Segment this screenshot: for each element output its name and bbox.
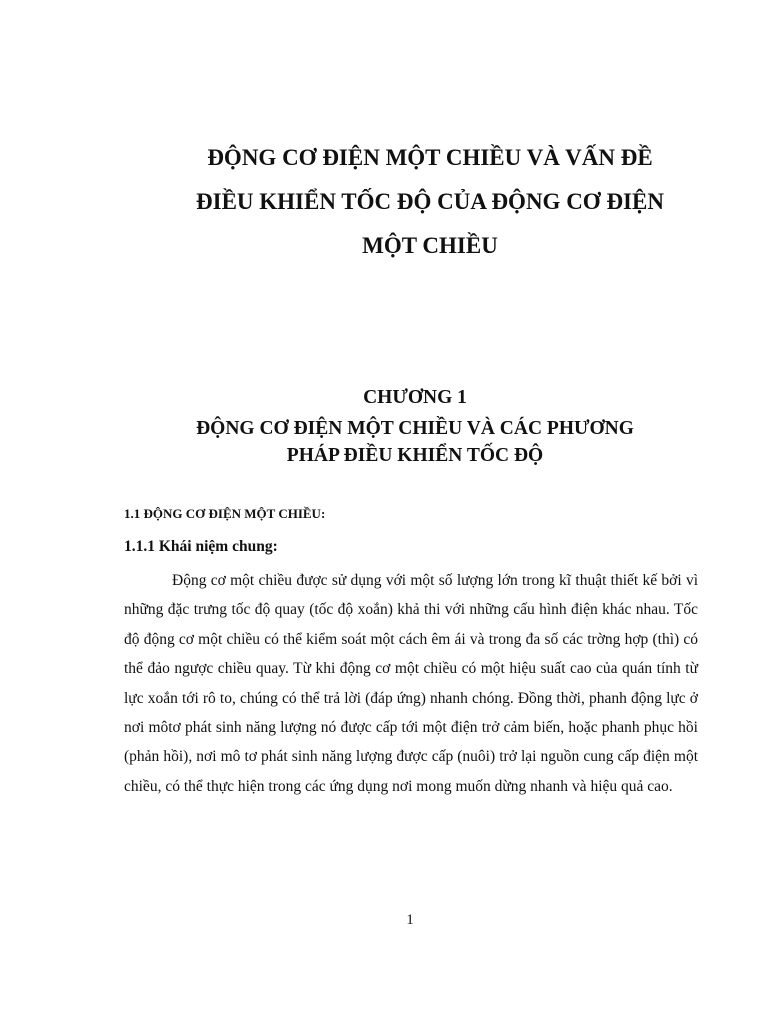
document-title-line: MỘT CHIỀU <box>362 233 498 258</box>
body-paragraph: Động cơ một chiều được sử dụng với một số lượng lớn trong kĩ thuật thiết kế bởi vì những đặc trưng tốc độ quay (tốc độ xoắn) khả thi với những cấu hình điện khác nhau. Tốc độ động cơ một chiều có thể kiểm soát một cách êm ái và trong đa số các trờng hợp (thì) có thể đảo ngược chiều quay. Từ khi động cơ một chiều có một hiệu suất cao của quán tính từ lực xoắn tới rô to, chúng có thể trả lời (đáp ứng) nhanh chóng. Đồng thời, phanh động lực ở nơi môtơ phát sinh năng lượng nó được cấp tới một điện trở cảm biến, hoặc phanh phục hồi (phản hồi), nơi mô tơ phát sinh năng lượng được cấp (nuôi) trở lại nguồn cung cấp điện một chiều, có thể thực hiện trong các ứng dụng nơi mong muốn dừng nhanh và hiệu quả cao. <box>124 572 698 795</box>
document-title <box>120 136 740 268</box>
document-title-line: ĐIỀU KHIỂN TỐC ĐỘ CỦA ĐỘNG CƠ ĐIỆN <box>196 189 664 214</box>
chapter-heading <box>120 384 710 469</box>
chapter-number: CHƯƠNG 1 <box>363 387 467 408</box>
document-title-line: ĐỘNG CƠ ĐIỆN MỘT CHIỀU VÀ VẤN ĐỀ <box>207 145 653 170</box>
page-number: 1 <box>406 912 414 928</box>
chapter-title-line: ĐỘNG CƠ ĐIỆN MỘT CHIỀU VÀ CÁC PHƯƠNG <box>196 418 634 439</box>
section-heading: 1.1 ĐỘNG CƠ ĐIỆN MỘT CHIỀU: <box>124 506 326 521</box>
subsection-heading: 1.1.1 Khái niệm chung: <box>124 538 278 555</box>
chapter-title-line: PHÁP ĐIỀU KHIỂN TỐC ĐỘ <box>286 445 544 466</box>
